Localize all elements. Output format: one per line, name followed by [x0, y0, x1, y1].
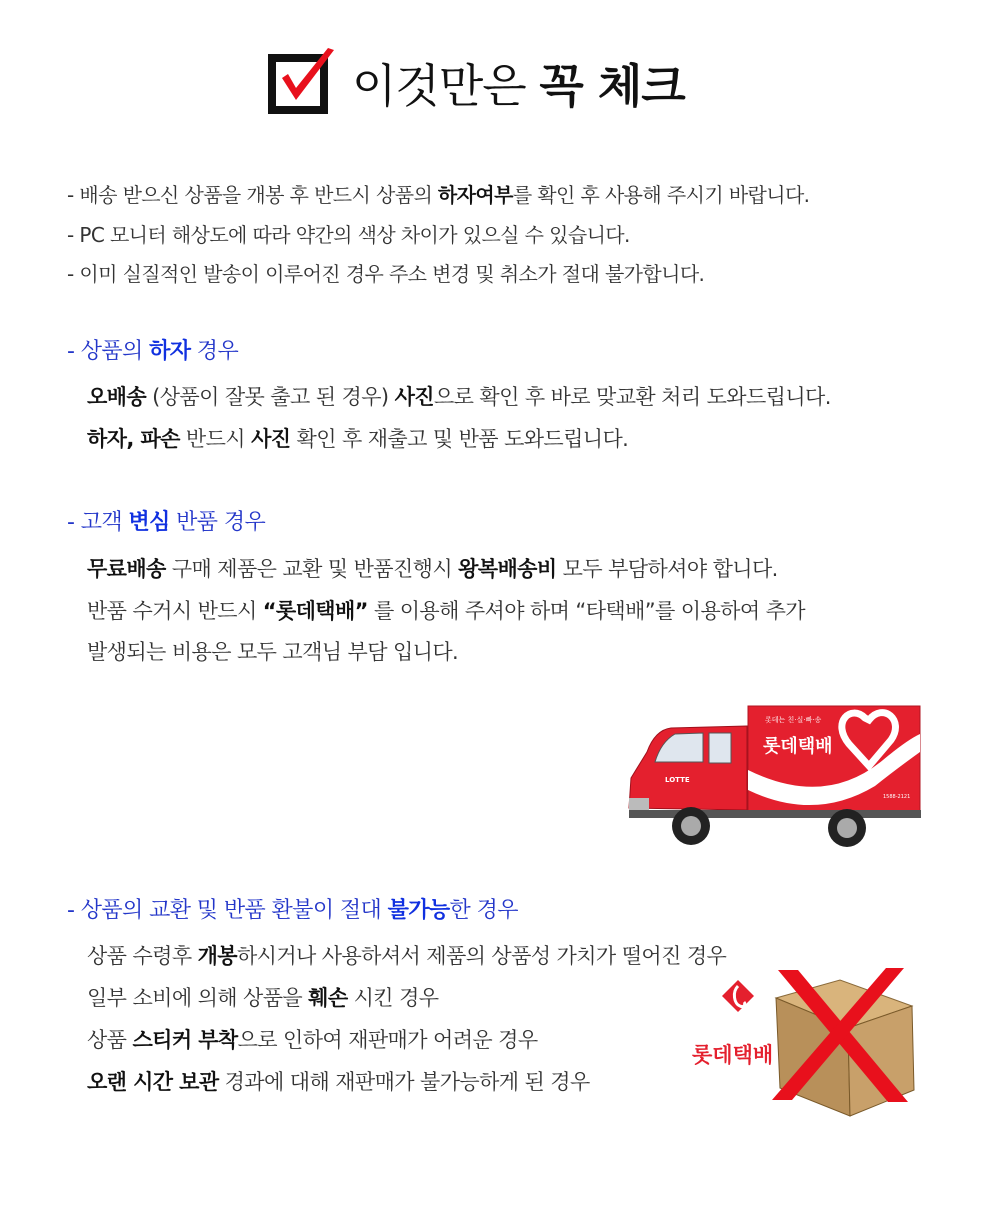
- note-item: - 배송 받으신 상품을 개봉 후 반드시 상품의 하자여부를 확인 후 사용해 주시기 바랍니다.: [67, 183, 810, 207]
- change-of-mind-line: 무료배송 구매 제품은 교환 및 반품진행시 왕복배송비 모두 부담하셔야 합니다.: [87, 557, 778, 581]
- section-heading-change-of-mind: - 고객 변심 반품 경우: [67, 510, 266, 535]
- truck-brand-text: 롯데택배: [763, 736, 833, 757]
- box-brand-text: 롯데택배: [692, 1043, 774, 1067]
- page-header: [0, 40, 1000, 130]
- defect-line: 오배송 (상품이 잘못 출고 된 경우) 사진으로 확인 후 바로 맞교환 처리 도와드립니다.: [87, 385, 831, 409]
- truck-phone: 1588-2121: [883, 794, 911, 800]
- checkbox-checkmark-icon: [268, 48, 338, 116]
- no-return-line: 오랜 시간 보관 경과에 대해 재판매가 불가능하게 된 경우: [87, 1070, 590, 1094]
- defect-line: 하자, 파손 반드시 사진 확인 후 재출고 및 반품 도와드립니다.: [87, 427, 629, 451]
- lotte-delivery-truck-image: [625, 700, 925, 852]
- no-return-line: 상품 스티커 부착으로 인하여 재판매가 어려운 경우: [87, 1028, 538, 1052]
- no-return-line: 상품 수령후 개봉하시거나 사용하셔서 제품의 상품성 가치가 떨어진 경우: [87, 944, 727, 968]
- change-of-mind-line: 발생되는 비용은 모두 고객님 부담 입니다.: [87, 640, 459, 664]
- no-return-line: 일부 소비에 의해 상품을 훼손 시킨 경우: [87, 986, 439, 1010]
- section-heading-defect: - 상품의 하자 경우: [67, 339, 239, 364]
- truck-cab-logo: LOTTE: [665, 776, 690, 784]
- note-item: - PC 모니터 해상도에 따라 약간의 색상 차이가 있으실 수 있습니다.: [67, 223, 630, 247]
- lotte-logo-icon: [722, 980, 754, 1012]
- change-of-mind-line: 반품 수거시 반드시 “롯데택배” 를 이용해 주셔야 하며 “타택배”를 이용하여 추가: [87, 599, 805, 623]
- crossed-out-box-image: [690, 962, 920, 1122]
- page-title: 이것만은 꼭 체크: [352, 59, 685, 113]
- section-heading-no-return: - 상품의 교환 및 반품 환불이 절대 불가능한 경우: [67, 898, 518, 923]
- note-item: - 이미 실질적인 발송이 이루어진 경우 주소 변경 및 취소가 절대 불가합니다.: [67, 262, 705, 286]
- truck-tagline: 롯데는 친·실·빠·송: [765, 716, 822, 724]
